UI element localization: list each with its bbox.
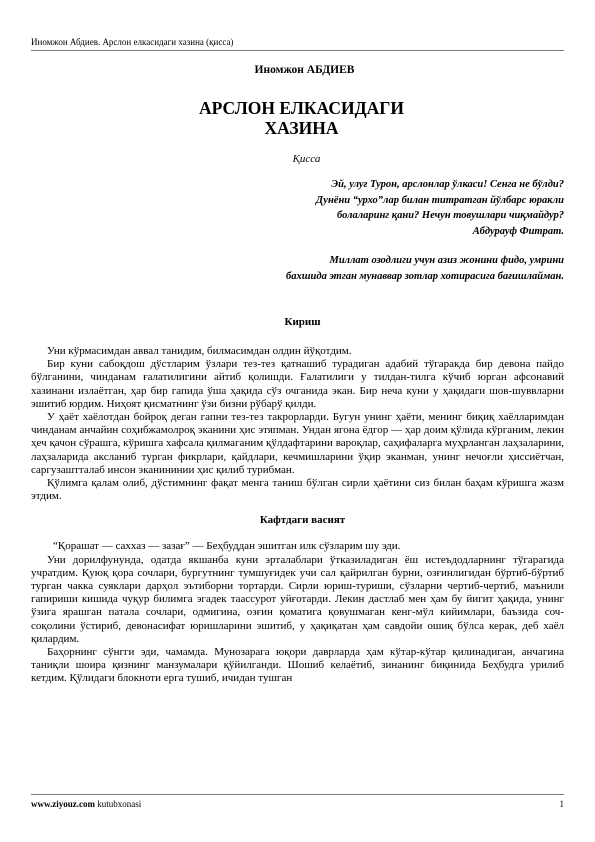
paragraph: Уни кўрмасимдан аввал танидим, билмасимдан олдин йўқотдим. <box>47 345 352 357</box>
introduction-body <box>31 345 564 503</box>
footer-divider <box>31 794 564 795</box>
paragraph: Қўлимга қалам олиб, дўстимнинг фақат менга таниш бўлган сирли ҳаётини сиз билан баҳам кўришга жазм этдим. <box>31 477 564 503</box>
dedication-line: бахшида этган мунаввар зотлар хотирасига бағишлайман. <box>286 270 564 282</box>
page-content <box>31 60 564 686</box>
book-title-line-2: ХАЗИНА <box>264 118 339 138</box>
book-title-line-1: АРСЛОН ЕЛКАСИДАГИ <box>199 98 404 118</box>
epigraph-attribution: Абдурауф Фитрат. <box>472 225 564 237</box>
epigraph-line: Эй, улуғ Турон, арслонлар ўлкаси! Сенга не бўлди? <box>331 179 564 190</box>
author-name: Иномжон АБДИЕВ <box>254 64 355 76</box>
page-number: 1 <box>559 799 564 809</box>
section-heading-introduction: Кириш <box>284 316 321 328</box>
footer-site-link[interactable]: www.ziyouz.com <box>31 799 95 809</box>
footer-library-label: kutubxonasi <box>97 799 142 809</box>
paragraph: У ҳаёт хаёлотдан бойроқ деган гапни тез-тез такрорларди. Бугун унинг ҳаёти, менинг биқиқ хаёлларимдан чинданам анчайин соҳибжамолроқ эканини ҳис этяпман. Ундан ягона ёдгор — ҳар доим қўлида кўрганим, лекин ҳеч қачон сўрашга, кўришга хафсала қилмаганим қўлдафтарини вароқлар, саҳифаларга муҳрланган лаҳзаларини, лаҳзаларида аксланиб турган фикрлари, қайдлари, кечмишларини ўқир эканман, унинг нечоғли ҳиссиётчан, саргузаштталаб инсон эканининии ҳис қилиб турибман. <box>31 411 564 476</box>
epigraph-line: болаларинг қани? Нечун товушлари чиқмайдур? <box>337 210 564 221</box>
paragraph: Бир куни сабоқдош дўстларим ўзлари тез-тез қатнашиб турадиган адабий тўгаракда бир девона пайдо бўлганини, чинданам ғалатилигини айтиб қолишди. Ғалатилиги у тилдан-тилга кўчиб юрган афсонавий хазинани излаётган, ҳар бир гапида ўша ҳақида сўз очганида экан. Бир неча куни у ҳақидаги шов-шуввларни эшитиб юрдим. Ниҳоят қисматнинг ўзи бизни рўбарў қилди. <box>31 358 564 410</box>
dedication <box>31 253 564 284</box>
book-title <box>31 98 564 138</box>
epigraph-line: Дунёни “урхо”лар билан титратган йўлбарс юракли <box>315 194 564 206</box>
paragraph: Уни дорилфунунда, одатда якшанба куни эрталаблари ўтказиладиган ёш истеъдодларнинг тўгарагида учратдим. Қуюқ қора сочлари, бургутнинг тумшуғидек учи сал қайрилган бурни, озғинлигидан бўртиб-бўртиб турган чакка суяклари дарҳол эътиборни тортарди. Сирли юриш-туриши, сўзларни чертиб-чертиб, маънили гапириши кишида чуқур билимга эгадек таассурот уйғотарди. Лекин дастлаб мен ҳам бу йигит ҳақида, унинг ўзига ярашган патала сочлари, одмигина, озғин қоматига қовушмаган кенг-мўл кийимлари, баъзида соч-соқолини ўстириб, девонасифат юришларини эшитиб, у ҳақиқатан ҳам савдойи ошиқ бўлса керак, деб хаёл қилардим. <box>31 553 564 645</box>
epigraph-fitrat <box>31 177 564 239</box>
section-heading-palm-testament: Кафтдаги васият <box>259 514 346 527</box>
dedication-line: Миллат озодлиги учун азиз жонини фидо, умрини <box>329 255 564 266</box>
genre-label: Қисса <box>292 153 321 165</box>
running-header: Иномжон Абдиев. Арслон елкасидаги хазина (қисса) <box>31 37 234 47</box>
chapter-body <box>31 540 564 685</box>
header-divider <box>31 50 564 51</box>
paragraph: “Қорашат — саххаз — зазағ” — Беҳбуддан эшитган илк сўзларим шу эди. <box>53 540 401 553</box>
footer-source <box>31 799 141 809</box>
paragraph: Баҳорнинг сўнгги эди, чамамда. Мунозарага юқори даврларда ҳам кўтар-кўтар қилинадиган, анчагина таниқли шоира қизнинг манзумалари қўйилганди. Шошиб келаётиб, зинанинг биқинида Беҳбудга урилиб кетдим. Қўлидаги блокноти ерга тушиб, ичидан тушган <box>31 646 564 685</box>
